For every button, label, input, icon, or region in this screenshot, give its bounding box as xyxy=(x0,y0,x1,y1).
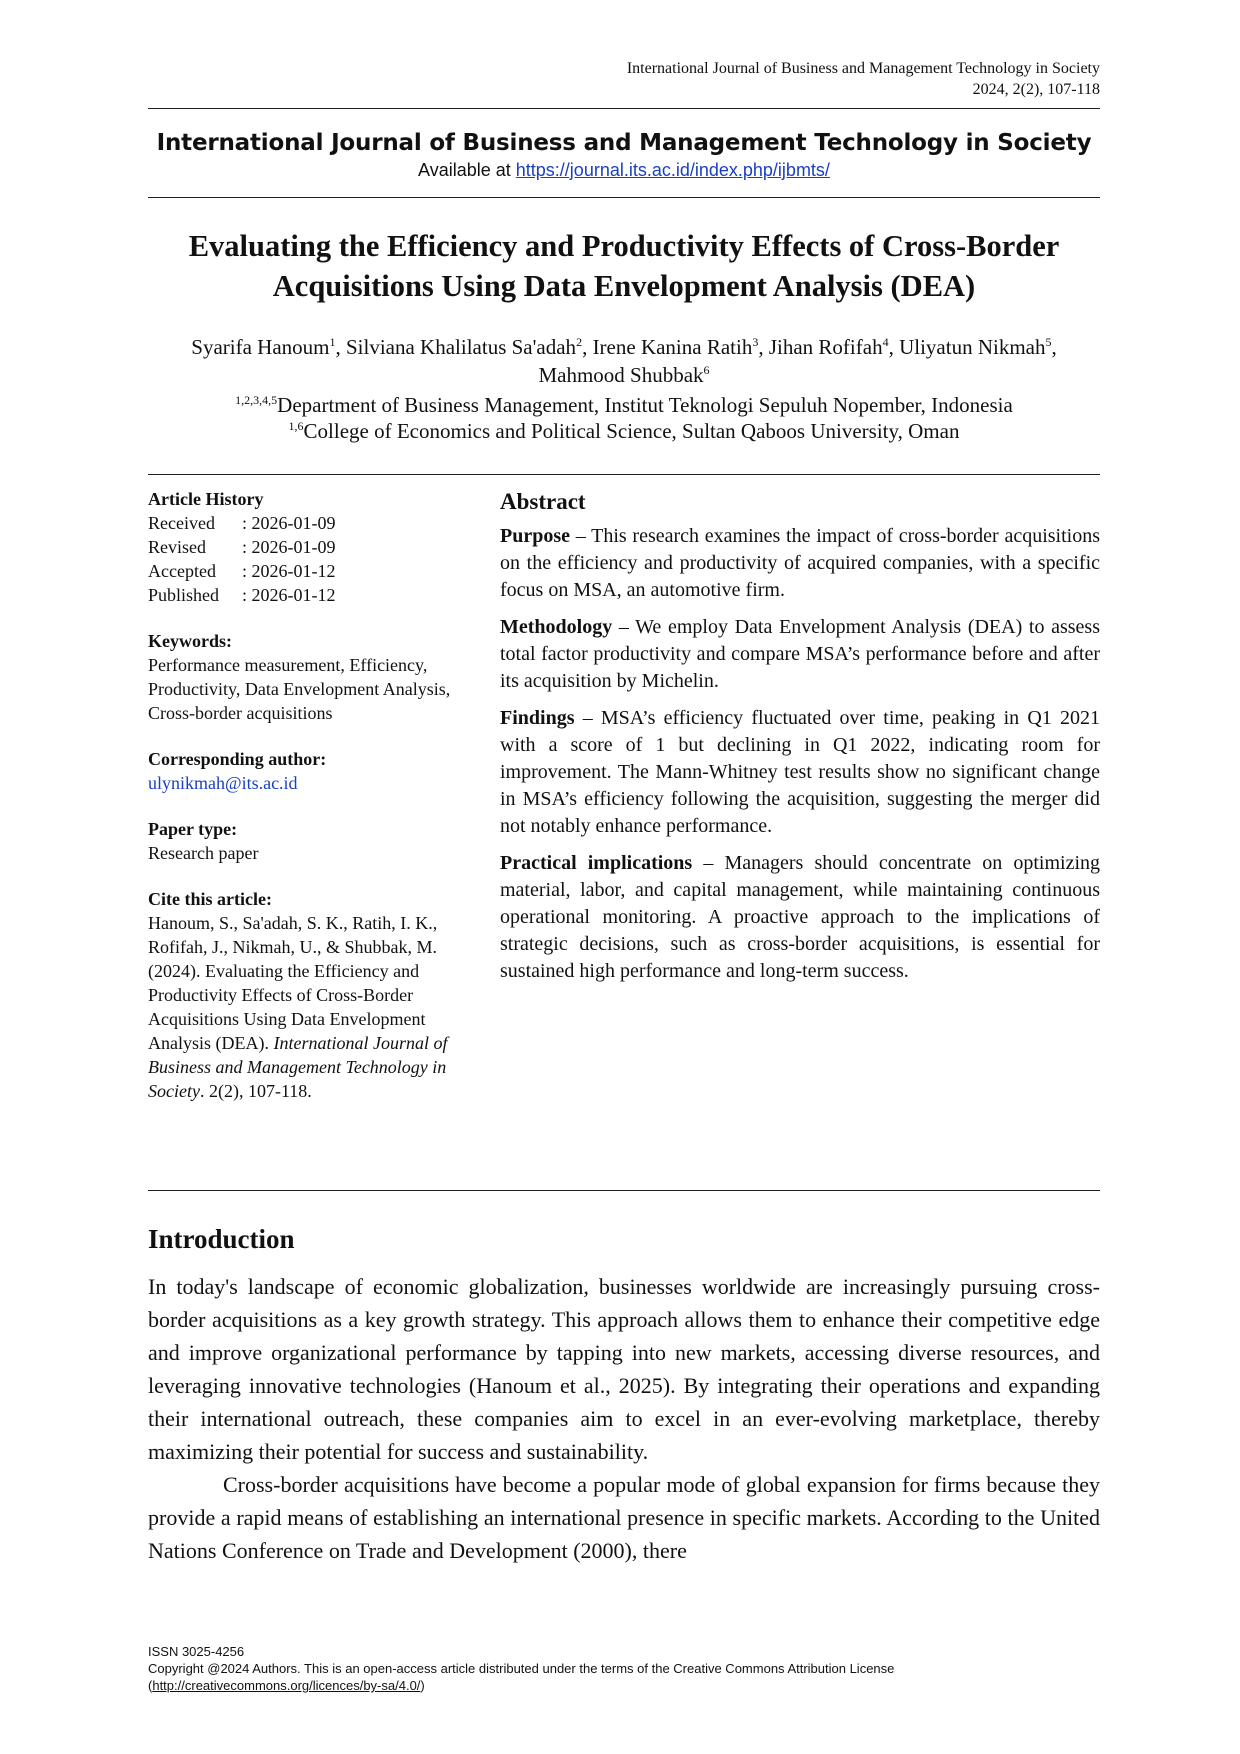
citation-journal: International Journal of Business and Management Technology in Society xyxy=(148,1033,448,1101)
history-label: Received xyxy=(148,513,215,533)
article-history-heading: Article History xyxy=(148,489,264,509)
abstract-text: – MSA’s efficiency fluctuated over time, peaking in Q1 2021 with a score of 1 but declining in Q1 2022, indicating room for improvement. The Mann-Whitney test results show no significant change in MSA’s efficiency following the acquisition, suggesting the merger did not notably enhance performance. xyxy=(500,707,1100,837)
author-sup: 2 xyxy=(576,335,583,349)
article-info-sidebar xyxy=(148,487,468,1125)
paper-type-value: Research paper xyxy=(148,843,259,863)
author-sup: 3 xyxy=(752,335,759,349)
history-received xyxy=(148,511,468,535)
abstract-heading: Abstract xyxy=(500,489,586,514)
page-footer xyxy=(148,1643,1100,1694)
license-paren-open: ( xyxy=(148,1678,153,1693)
availability-line xyxy=(148,158,1100,182)
license-line xyxy=(148,1677,1100,1694)
history-date: 2026-01-09 xyxy=(251,537,336,557)
history-separator: : xyxy=(242,585,252,605)
keywords-heading: Keywords: xyxy=(148,631,232,651)
metadata-top-divider xyxy=(148,474,1100,475)
corresponding-author-heading: Corresponding author: xyxy=(148,749,327,769)
history-label: Accepted xyxy=(148,561,216,581)
abstract-practical-implications xyxy=(500,850,1100,985)
affiliation-text: College of Economics and Political Science, Sultan Qaboos University, Oman xyxy=(303,419,960,443)
abstract-text: – This research examines the impact of cross-border acquisitions on the efficiency and productivity of acquired companies, with a specific focus on MSA, an automotive firm. xyxy=(500,525,1100,601)
author-sup: 1 xyxy=(329,335,336,349)
journal-url-link[interactable]: https://journal.its.ac.id/index.php/ijbmts/ xyxy=(515,160,830,180)
author-name: Syarifa Hanoum xyxy=(191,335,330,359)
article-history xyxy=(148,487,468,607)
abstract-methodology xyxy=(500,614,1100,695)
author-name: Mahmood Shubbak xyxy=(538,363,704,387)
corresponding-author-block xyxy=(148,747,468,795)
author-name: Uliyatun Nikmah xyxy=(899,335,1046,359)
history-date: 2026-01-12 xyxy=(251,585,336,605)
journal-banner xyxy=(148,128,1100,182)
author-list: Syarifa Hanoum$^1$, Silviana Khalilatus Sa'adah$^2$, Irene Kanina Ratih$^3$, Jihan Rofifah$^4$, Uliyatun Nikmah$^5$, Mahmood Shubbak$^6$ xyxy=(191,335,1057,387)
history-separator: : xyxy=(242,537,252,557)
header-divider xyxy=(148,108,1100,109)
history-published xyxy=(148,583,468,607)
license-paren-close: ) xyxy=(420,1678,425,1693)
running-head-journal: International Journal of Business and Management Technology in Society xyxy=(626,60,1100,77)
keywords-text: Performance measurement, Efficiency, Productivity, Data Envelopment Analysis, Cross-border acquisitions xyxy=(148,655,451,723)
history-separator: : xyxy=(242,561,252,581)
available-prefix: Available at xyxy=(418,160,516,180)
history-separator: : xyxy=(242,513,252,533)
author-sup: 6 xyxy=(703,363,710,377)
introduction-paragraph: Cross-border acquisitions have become a popular mode of global expansion for firms because they provide a rapid means of establishing an international presence in specific markets. According to the United Nations Conference on Trade and Development (2000), there xyxy=(148,1472,1100,1563)
history-date: 2026-01-12 xyxy=(251,561,336,581)
abstract-text: – We employ Data Envelopment Analysis (DEA) to assess total factor productivity and compare MSA’s performance before and after its acquisition by Michelin. xyxy=(500,616,1100,692)
introduction-paragraph: In today's landscape of economic globalization, businesses worldwide are increasingly pursuing cross-border acquisitions as a key growth strategy. This approach allows them to enhance their competitive edge and improve organizational performance by tapping into new markets, accessing diverse resources, and leveraging innovative technologies (Hanoum et al., 2025). By integrating their operations and expanding their international outreach, these companies aim to excel in an ever-evolving marketplace, thereby maximizing their potential for success and sustainability. xyxy=(148,1274,1100,1464)
history-label: Revised xyxy=(148,537,206,557)
author-name: Jihan Rofifah xyxy=(768,335,883,359)
issn-text: ISSN 3025-4256 xyxy=(148,1644,245,1659)
abstract-section xyxy=(500,487,1100,995)
citation-volume: . 2(2), 107-118. xyxy=(199,1081,312,1101)
author-name: Silviana Khalilatus Sa'adah xyxy=(345,335,577,359)
affiliation-text: Department of Business Management, Institut Teknologi Sepuluh Nopember, Indonesia xyxy=(277,393,1013,417)
running-head xyxy=(627,58,1100,100)
abstract-findings xyxy=(500,705,1100,840)
keywords-block xyxy=(148,629,468,725)
author-sup: 4 xyxy=(882,335,889,349)
abstract-text: – Managers should concentrate on optimizing material, labor, and capital management, while maintaining continuous operational monitoring. A proactive approach to the implications of strategic decisions, such as cross-border acquisitions, is essential for sustained high performance and long-term success. xyxy=(500,852,1101,982)
abstract-purpose xyxy=(500,523,1100,604)
history-date: 2026-01-09 xyxy=(251,513,336,533)
affiliation-list xyxy=(148,392,1100,444)
metadata-bottom-divider xyxy=(148,1190,1100,1191)
journal-name: International Journal of Business and Management Technology in Society xyxy=(156,130,1092,156)
running-head-issue: 2024, 2(2), 107-118 xyxy=(972,81,1100,98)
abstract-label: Methodology xyxy=(500,616,613,638)
affiliation-line xyxy=(148,392,1100,418)
copyright-text: Copyright @2024 Authors. This is an open-access article distributed under the terms of the Creative Commons Attribution License xyxy=(148,1661,895,1676)
introduction-heading: Introduction xyxy=(148,1224,295,1254)
citation-authors-title: Hanoum, S., Sa'adah, S. K., Ratih, I. K., Rofifah, J., Nikmah, U., & Shubbak, M. (2024). Evaluating the Efficiency and Productivity Effects of Cross-Border Acquisitions Using Data Envelopment Analysis (DEA). xyxy=(148,913,438,1053)
license-link[interactable]: http://creativecommons.org/licences/by-sa/4.0/ xyxy=(152,1678,421,1693)
author-name: Irene Kanina Ratih xyxy=(592,335,753,359)
corresponding-email-link[interactable]: ulynikmah@its.ac.id xyxy=(148,773,298,793)
abstract-label: Practical implications xyxy=(500,852,693,874)
affiliation-line xyxy=(148,418,1100,444)
abstract-label: Findings xyxy=(500,707,575,729)
affiliation-sup: 1,2,3,4,5 xyxy=(235,393,278,407)
introduction-body xyxy=(148,1270,1100,1567)
citation-heading: Cite this article: xyxy=(148,889,272,909)
abstract-label: Purpose xyxy=(500,525,570,547)
history-revised xyxy=(148,535,468,559)
banner-divider xyxy=(148,197,1100,198)
history-accepted xyxy=(148,559,468,583)
paper-title: Evaluating the Efficiency and Productivity Effects of Cross-Border Acquisitions Using Data Envelopment Analysis (DEA) xyxy=(188,229,1060,303)
author-sup: 5 xyxy=(1045,335,1052,349)
affiliation-sup: 1,6 xyxy=(288,419,304,433)
paper-type-heading: Paper type: xyxy=(148,819,238,839)
citation-block xyxy=(148,887,468,1103)
paper-type-block xyxy=(148,817,468,865)
citation-text xyxy=(148,911,468,1103)
history-label: Published xyxy=(148,585,220,605)
